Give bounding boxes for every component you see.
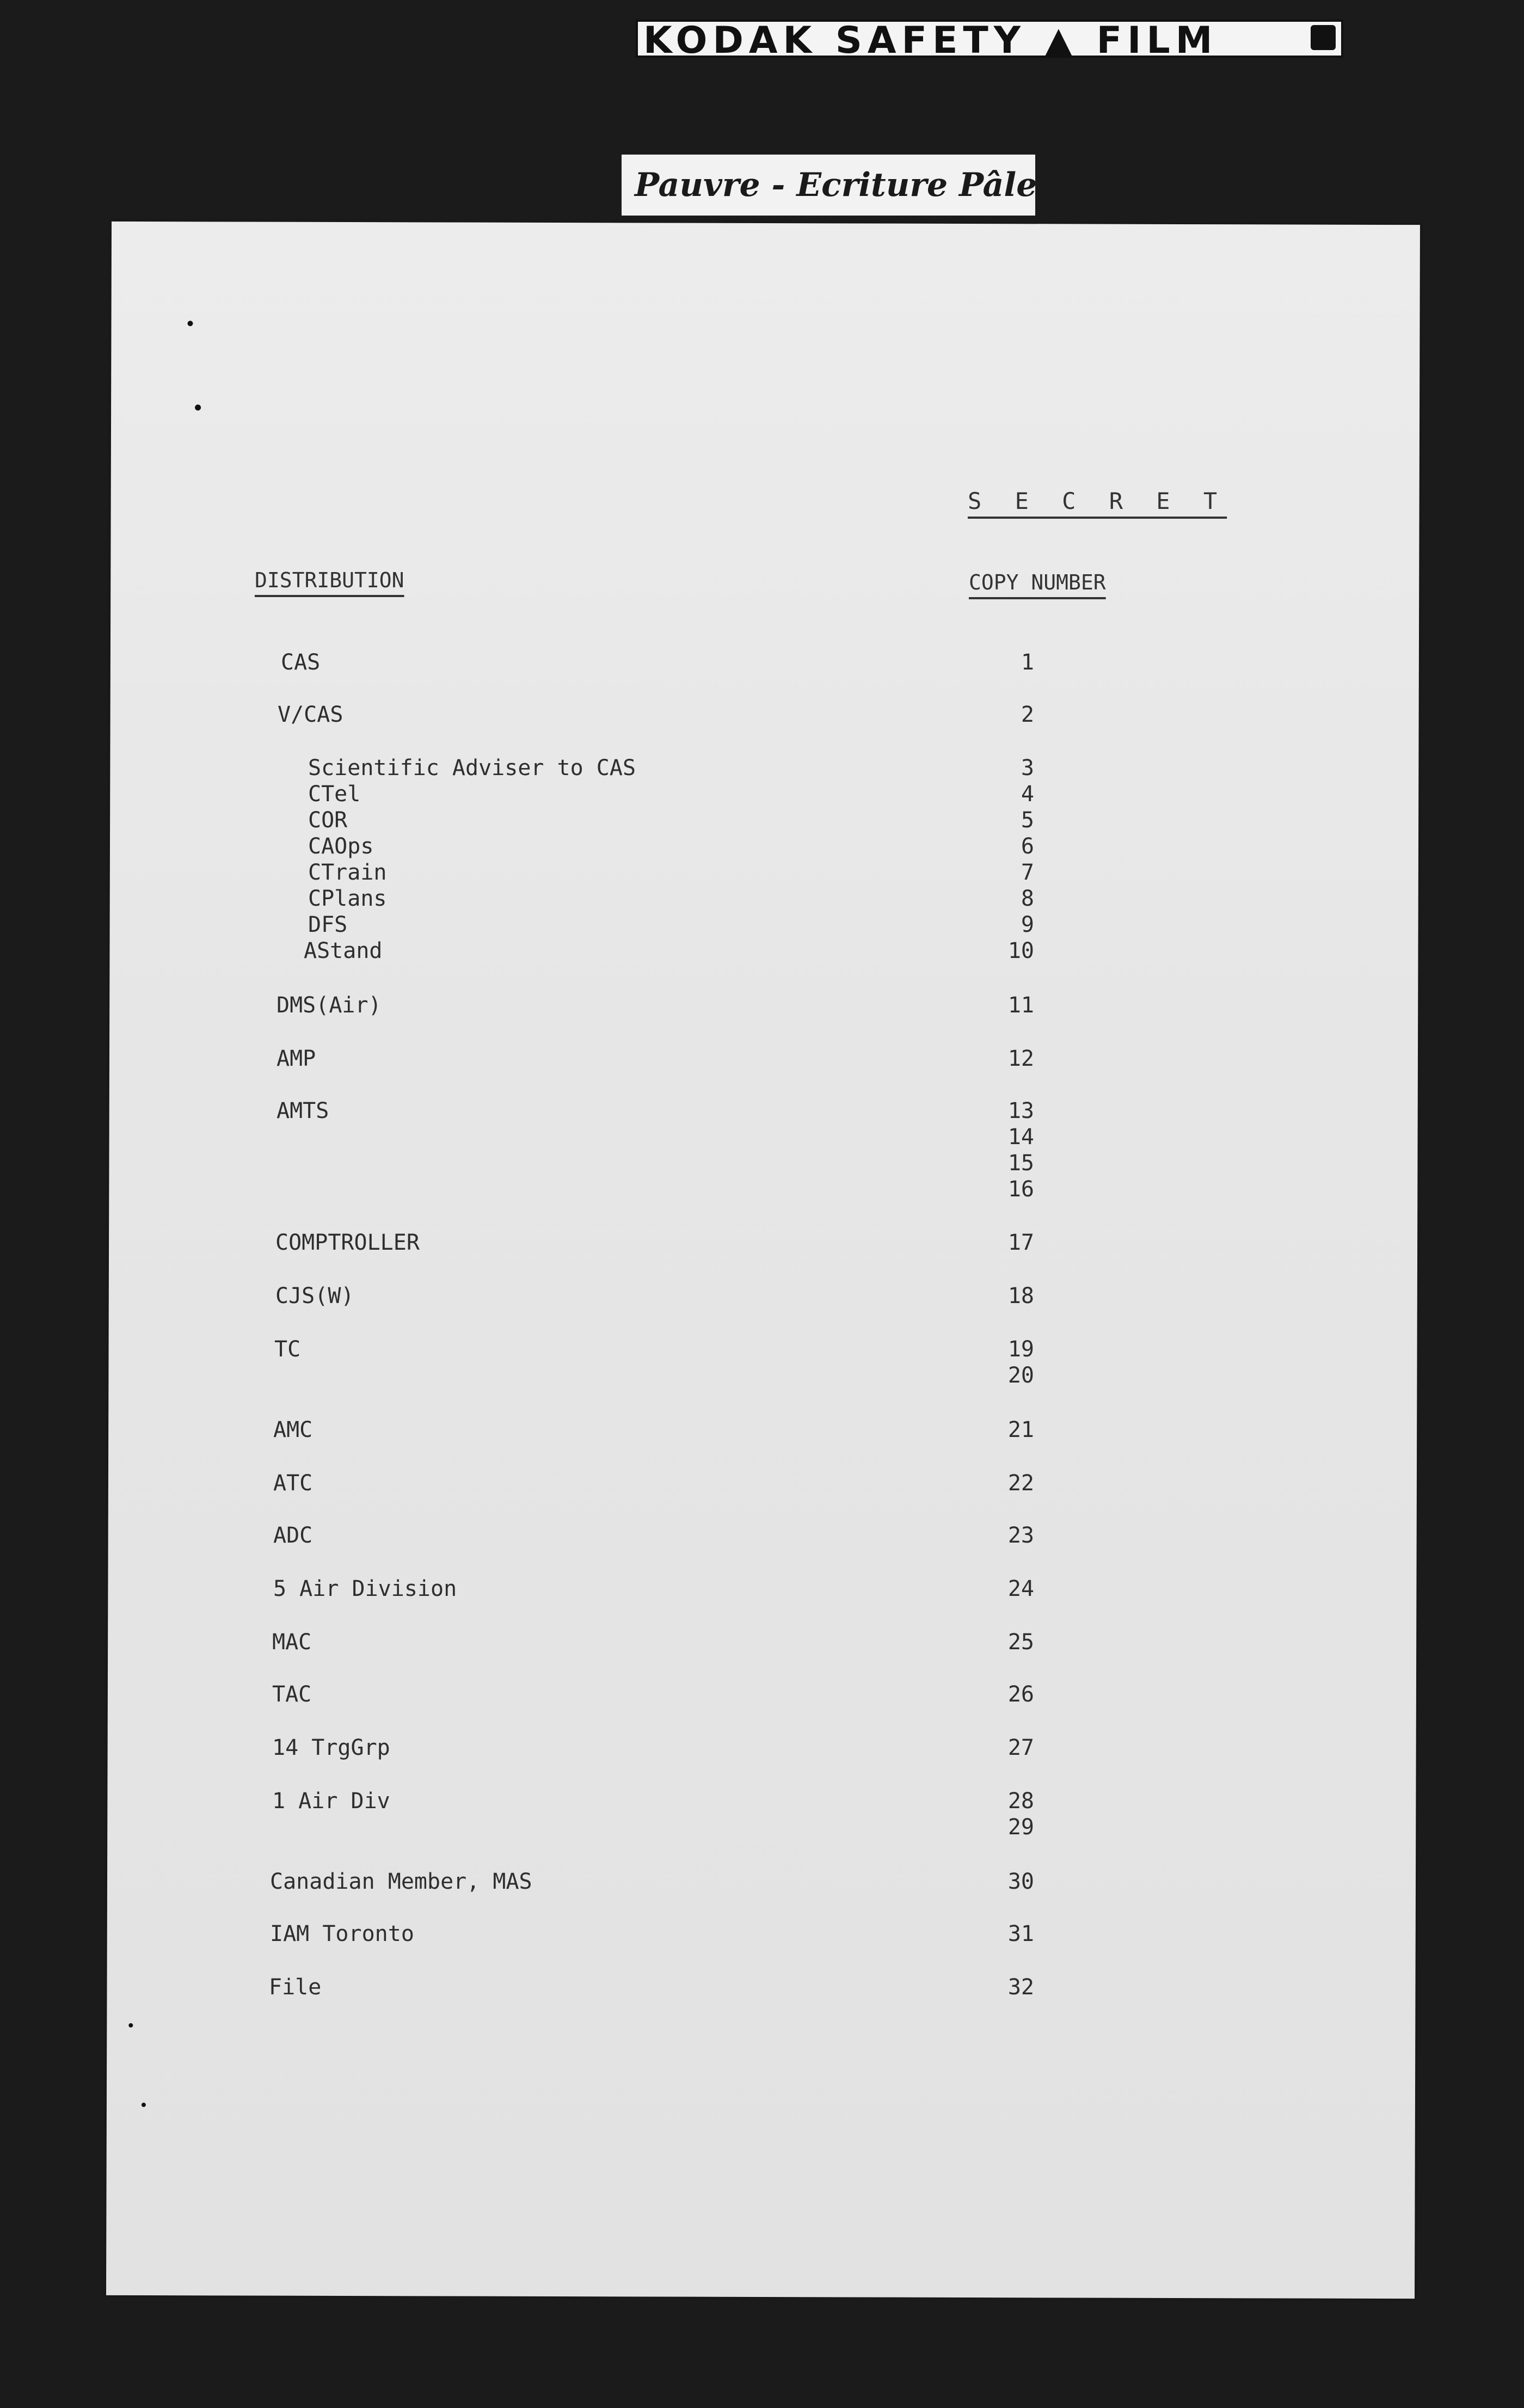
distribution-row: [0, 911, 1524, 938]
distribution-row: [0, 937, 1524, 965]
distribution-recipient: 1 Air Div: [272, 1789, 390, 1814]
distribution-recipient: CTel: [308, 782, 361, 807]
copy-number: 31: [1007, 1921, 1034, 1946]
distribution-recipient: DMS(Air): [276, 993, 382, 1018]
copy-number: 8: [1021, 886, 1034, 911]
distribution-recipient: CPlans: [308, 886, 387, 911]
handwritten-tag: Pauvre - Ecriture Pâle: [622, 155, 1035, 216]
copy-number: 32: [1007, 1975, 1034, 2000]
distribution-header: DISTRIBUTION: [255, 568, 404, 592]
distribution-row: [0, 992, 1524, 1019]
distribution-recipient: CAS: [281, 650, 321, 675]
distribution-recipient: IAM Toronto: [270, 1921, 414, 1946]
distribution-row: [0, 1522, 1524, 1549]
distribution-recipient: Scientific Adviser to CAS: [308, 755, 636, 781]
copy-number: 29: [1007, 1815, 1034, 1840]
copy-number: 22: [1007, 1471, 1034, 1496]
copy-number: 25: [1007, 1630, 1034, 1655]
distribution-row: [0, 1868, 1524, 1895]
distribution-row: [0, 807, 1524, 834]
distribution-row: [0, 781, 1524, 808]
copy-number: 27: [1007, 1735, 1034, 1760]
distribution-recipient: ADC: [273, 1523, 313, 1548]
distribution-row: [0, 1282, 1524, 1310]
distribution-row: [0, 1229, 1524, 1256]
distribution-row: [0, 1575, 1524, 1602]
copy-number: 26: [1007, 1682, 1034, 1707]
distribution-recipient: TAC: [272, 1682, 312, 1707]
distribution-recipient: CTrain: [308, 860, 387, 885]
distribution-row: [0, 1920, 1524, 1948]
copy-number: 13: [1007, 1098, 1034, 1123]
copy-number: 12: [1007, 1046, 1034, 1071]
distribution-recipient: ATC: [273, 1471, 313, 1496]
copy-number: 21: [1007, 1417, 1034, 1442]
distribution-recipient: DFS: [308, 912, 348, 937]
copy-number: 4: [1021, 782, 1034, 807]
distribution-row: [0, 1734, 1524, 1761]
distribution-recipient: MAC: [272, 1630, 312, 1655]
distribution-row: [0, 1045, 1524, 1072]
distribution-row: [0, 1681, 1524, 1708]
copy-number: 11: [1007, 993, 1034, 1018]
distribution-row: [0, 1787, 1524, 1840]
copy-number: 3: [1021, 755, 1034, 781]
distribution-recipient: CJS(W): [275, 1283, 354, 1309]
distribution-row: [0, 1629, 1524, 1656]
distribution-recipient: AMC: [273, 1417, 313, 1442]
copy-number: 6: [1021, 834, 1034, 859]
distribution-row: [0, 1470, 1524, 1497]
copy-number: 16: [1007, 1177, 1034, 1202]
distribution-row: [0, 833, 1524, 860]
copy-number: 9: [1021, 912, 1034, 937]
distribution-recipient: COMPTROLLER: [275, 1230, 420, 1255]
distribution-row: [0, 754, 1524, 782]
distribution-recipient: AStand: [304, 938, 383, 963]
copy-number-header: COPY NUMBER: [969, 570, 1106, 594]
distribution-row: [0, 1416, 1524, 1443]
distribution-recipient: File: [269, 1975, 322, 2000]
copy-number: 23: [1007, 1523, 1034, 1548]
distribution-row: [0, 701, 1524, 728]
copy-number: 28: [1007, 1789, 1034, 1814]
copy-number: 15: [1007, 1151, 1034, 1176]
distribution-row: [0, 649, 1524, 676]
copy-number: 2: [1021, 702, 1034, 727]
distribution-row: [0, 1974, 1524, 2001]
distribution-recipient: AMTS: [276, 1098, 329, 1123]
distribution-recipient: AMP: [276, 1046, 316, 1071]
distribution-recipient: 5 Air Division: [273, 1576, 457, 1601]
distribution-recipient: CAOps: [308, 834, 374, 859]
distribution-recipient: TC: [274, 1337, 301, 1362]
copy-number: 1: [1021, 650, 1034, 675]
distribution-row: [0, 1336, 1524, 1388]
copy-number: 17: [1007, 1230, 1034, 1255]
copy-number: 18: [1007, 1283, 1034, 1309]
copy-number: 20: [1007, 1363, 1034, 1388]
copy-number: 30: [1007, 1869, 1034, 1894]
film-edge-label: KODAK SAFETY ▲ FILM: [636, 20, 1343, 58]
copy-number: 14: [1007, 1125, 1034, 1150]
distribution-row: [0, 859, 1524, 886]
copy-number: 24: [1007, 1576, 1034, 1601]
copy-number: 5: [1021, 808, 1034, 833]
distribution-recipient: Canadian Member, MAS: [270, 1869, 532, 1894]
distribution-recipient: V/CAS: [278, 702, 343, 727]
distribution-recipient: 14 TrgGrp: [272, 1735, 390, 1760]
distribution-row: [0, 1097, 1524, 1202]
copy-number: 19: [1007, 1337, 1034, 1362]
copy-number: 10: [1007, 938, 1034, 963]
copy-number: 7: [1021, 860, 1034, 885]
classification-marking: S E C R E T: [968, 488, 1227, 514]
distribution-recipient: COR: [308, 808, 348, 833]
distribution-row: [0, 885, 1524, 912]
